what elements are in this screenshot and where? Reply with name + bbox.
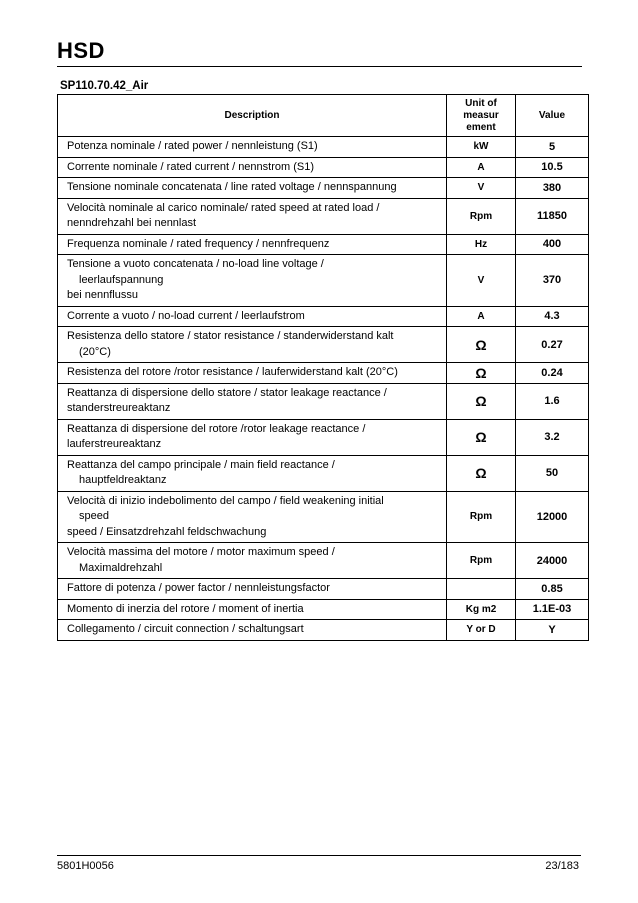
row-value: 380 <box>516 178 589 199</box>
header-divider <box>57 66 582 67</box>
row-value: 12000 <box>516 491 589 543</box>
table-header-row <box>58 95 589 137</box>
description-line: lauferstreureaktanz <box>67 438 162 450</box>
table-row <box>58 383 589 419</box>
row-description <box>58 255 447 307</box>
row-value: 5 <box>516 137 589 158</box>
row-unit: Rpm <box>447 491 516 543</box>
footer-divider <box>57 855 581 856</box>
page-number: 23/183 <box>545 860 579 872</box>
row-description <box>58 599 447 620</box>
row-unit: Ω <box>447 383 516 419</box>
description-line: Reattanza del campo principale / main field reactance / <box>67 458 335 471</box>
row-description <box>58 419 447 455</box>
description-line: Reattanza di dispersione del rotore /rotor leakage reactance / <box>67 422 366 435</box>
row-value: 11850 <box>516 198 589 234</box>
description-line: Maximaldrehzahl <box>79 561 163 574</box>
row-description <box>58 620 447 641</box>
description-line: speed / Einsatzdrehzahl feldschwachung <box>67 525 267 538</box>
description-line: Tensione nominale concatenata / line rated voltage / nennspannung <box>67 181 397 193</box>
row-unit: Ω <box>447 419 516 455</box>
table-row <box>58 363 589 384</box>
row-description <box>58 306 447 327</box>
row-description <box>58 234 447 255</box>
row-value: 1.6 <box>516 383 589 419</box>
table-row <box>58 234 589 255</box>
row-unit: A <box>447 306 516 327</box>
row-value: 3.2 <box>516 419 589 455</box>
table-row <box>58 178 589 199</box>
row-unit <box>447 579 516 600</box>
row-unit: Rpm <box>447 198 516 234</box>
table-row <box>58 137 589 158</box>
row-unit: V <box>447 255 516 307</box>
row-value: 24000 <box>516 543 589 579</box>
row-description <box>58 543 447 579</box>
description-line: hauptfeldreaktanz <box>79 474 167 486</box>
description-line: Velocità nominale al carico nominale/ rated speed at rated load / <box>67 201 380 214</box>
table-row <box>58 306 589 327</box>
table-row <box>58 599 589 620</box>
row-description <box>58 327 447 363</box>
row-description <box>58 455 447 491</box>
row-unit: Y or D <box>447 620 516 641</box>
table-row <box>58 620 589 641</box>
row-value: Y <box>516 620 589 641</box>
description-line: Collegamento / circuit connection / schaltungsart <box>67 623 304 635</box>
row-unit: Ω <box>447 363 516 384</box>
row-description <box>58 491 447 543</box>
row-description <box>58 137 447 158</box>
row-description <box>58 178 447 199</box>
table-row <box>58 491 589 543</box>
row-description <box>58 157 447 178</box>
row-unit: A <box>447 157 516 178</box>
row-value: 0.85 <box>516 579 589 600</box>
row-value: 400 <box>516 234 589 255</box>
description-line: speed <box>79 510 109 522</box>
table-body <box>58 137 589 641</box>
column-header-value: Value <box>516 95 589 137</box>
row-value: 0.24 <box>516 363 589 384</box>
document-code: 5801H0056 <box>57 860 114 872</box>
specification-table <box>57 94 589 641</box>
row-unit: Hz <box>447 234 516 255</box>
row-unit: Rpm <box>447 543 516 579</box>
description-line: Frequenza nominale / rated frequency / nennfrequenz <box>67 237 330 250</box>
description-line: Corrente a vuoto / no-load current / leerlaufstrom <box>67 309 305 322</box>
description-line: Momento di inerzia del rotore / moment of inertia <box>67 602 304 615</box>
description-line: standerstreureaktanz <box>67 402 171 414</box>
table-row <box>58 157 589 178</box>
row-value: 50 <box>516 455 589 491</box>
row-unit: Ω <box>447 327 516 363</box>
column-header-description: Description <box>58 95 447 137</box>
table-row <box>58 579 589 600</box>
table-row <box>58 543 589 579</box>
row-description <box>58 363 447 384</box>
description-line: Potenza nominale / rated power / nennleistung (S1) <box>67 140 318 152</box>
row-value: 0.27 <box>516 327 589 363</box>
description-line: Reattanza di dispersione dello statore / stator leakage reactance / <box>67 386 387 399</box>
description-line: Velocità massima del motore / motor maximum speed / <box>67 546 335 558</box>
description-line: Velocità di inizio indebolimento del campo / field weakening initial <box>67 494 384 507</box>
table-row <box>58 327 589 363</box>
row-description <box>58 198 447 234</box>
row-value: 370 <box>516 255 589 307</box>
description-line: nenndrehzahl bei nennlast <box>67 217 197 229</box>
row-value: 1.1E-03 <box>516 599 589 620</box>
description-line: (20°C) <box>79 345 111 358</box>
model-title: SP110.70.42_Air <box>60 80 149 92</box>
row-unit: kW <box>447 137 516 158</box>
description-line: Tensione a vuoto concatenata / no-load line voltage / <box>67 258 324 270</box>
row-description <box>58 579 447 600</box>
row-unit: V <box>447 178 516 199</box>
table-row <box>58 198 589 234</box>
row-description <box>58 383 447 419</box>
table-row <box>58 255 589 307</box>
row-value: 4.3 <box>516 306 589 327</box>
description-line: Resistenza del rotore /rotor resistance / lauferwiderstand kalt (20°C) <box>67 366 398 378</box>
row-unit: Ω <box>447 455 516 491</box>
description-line: Resistenza dello statore / stator resistance / standerwiderstand kalt <box>67 330 394 342</box>
description-line: Corrente nominale / rated current / nennstrom (S1) <box>67 160 315 173</box>
description-line: leerlaufspannung <box>79 273 164 286</box>
description-line: Fattore di potenza / power factor / nennleistungsfactor <box>67 582 330 594</box>
hsd-logo: HSD <box>57 38 105 63</box>
table-row <box>58 419 589 455</box>
row-unit: Kg m2 <box>447 599 516 620</box>
row-value: 10.5 <box>516 157 589 178</box>
column-header-unit: Unit of measur ement <box>447 95 516 137</box>
table-row <box>58 455 589 491</box>
description-line: bei nennflussu <box>67 289 138 301</box>
